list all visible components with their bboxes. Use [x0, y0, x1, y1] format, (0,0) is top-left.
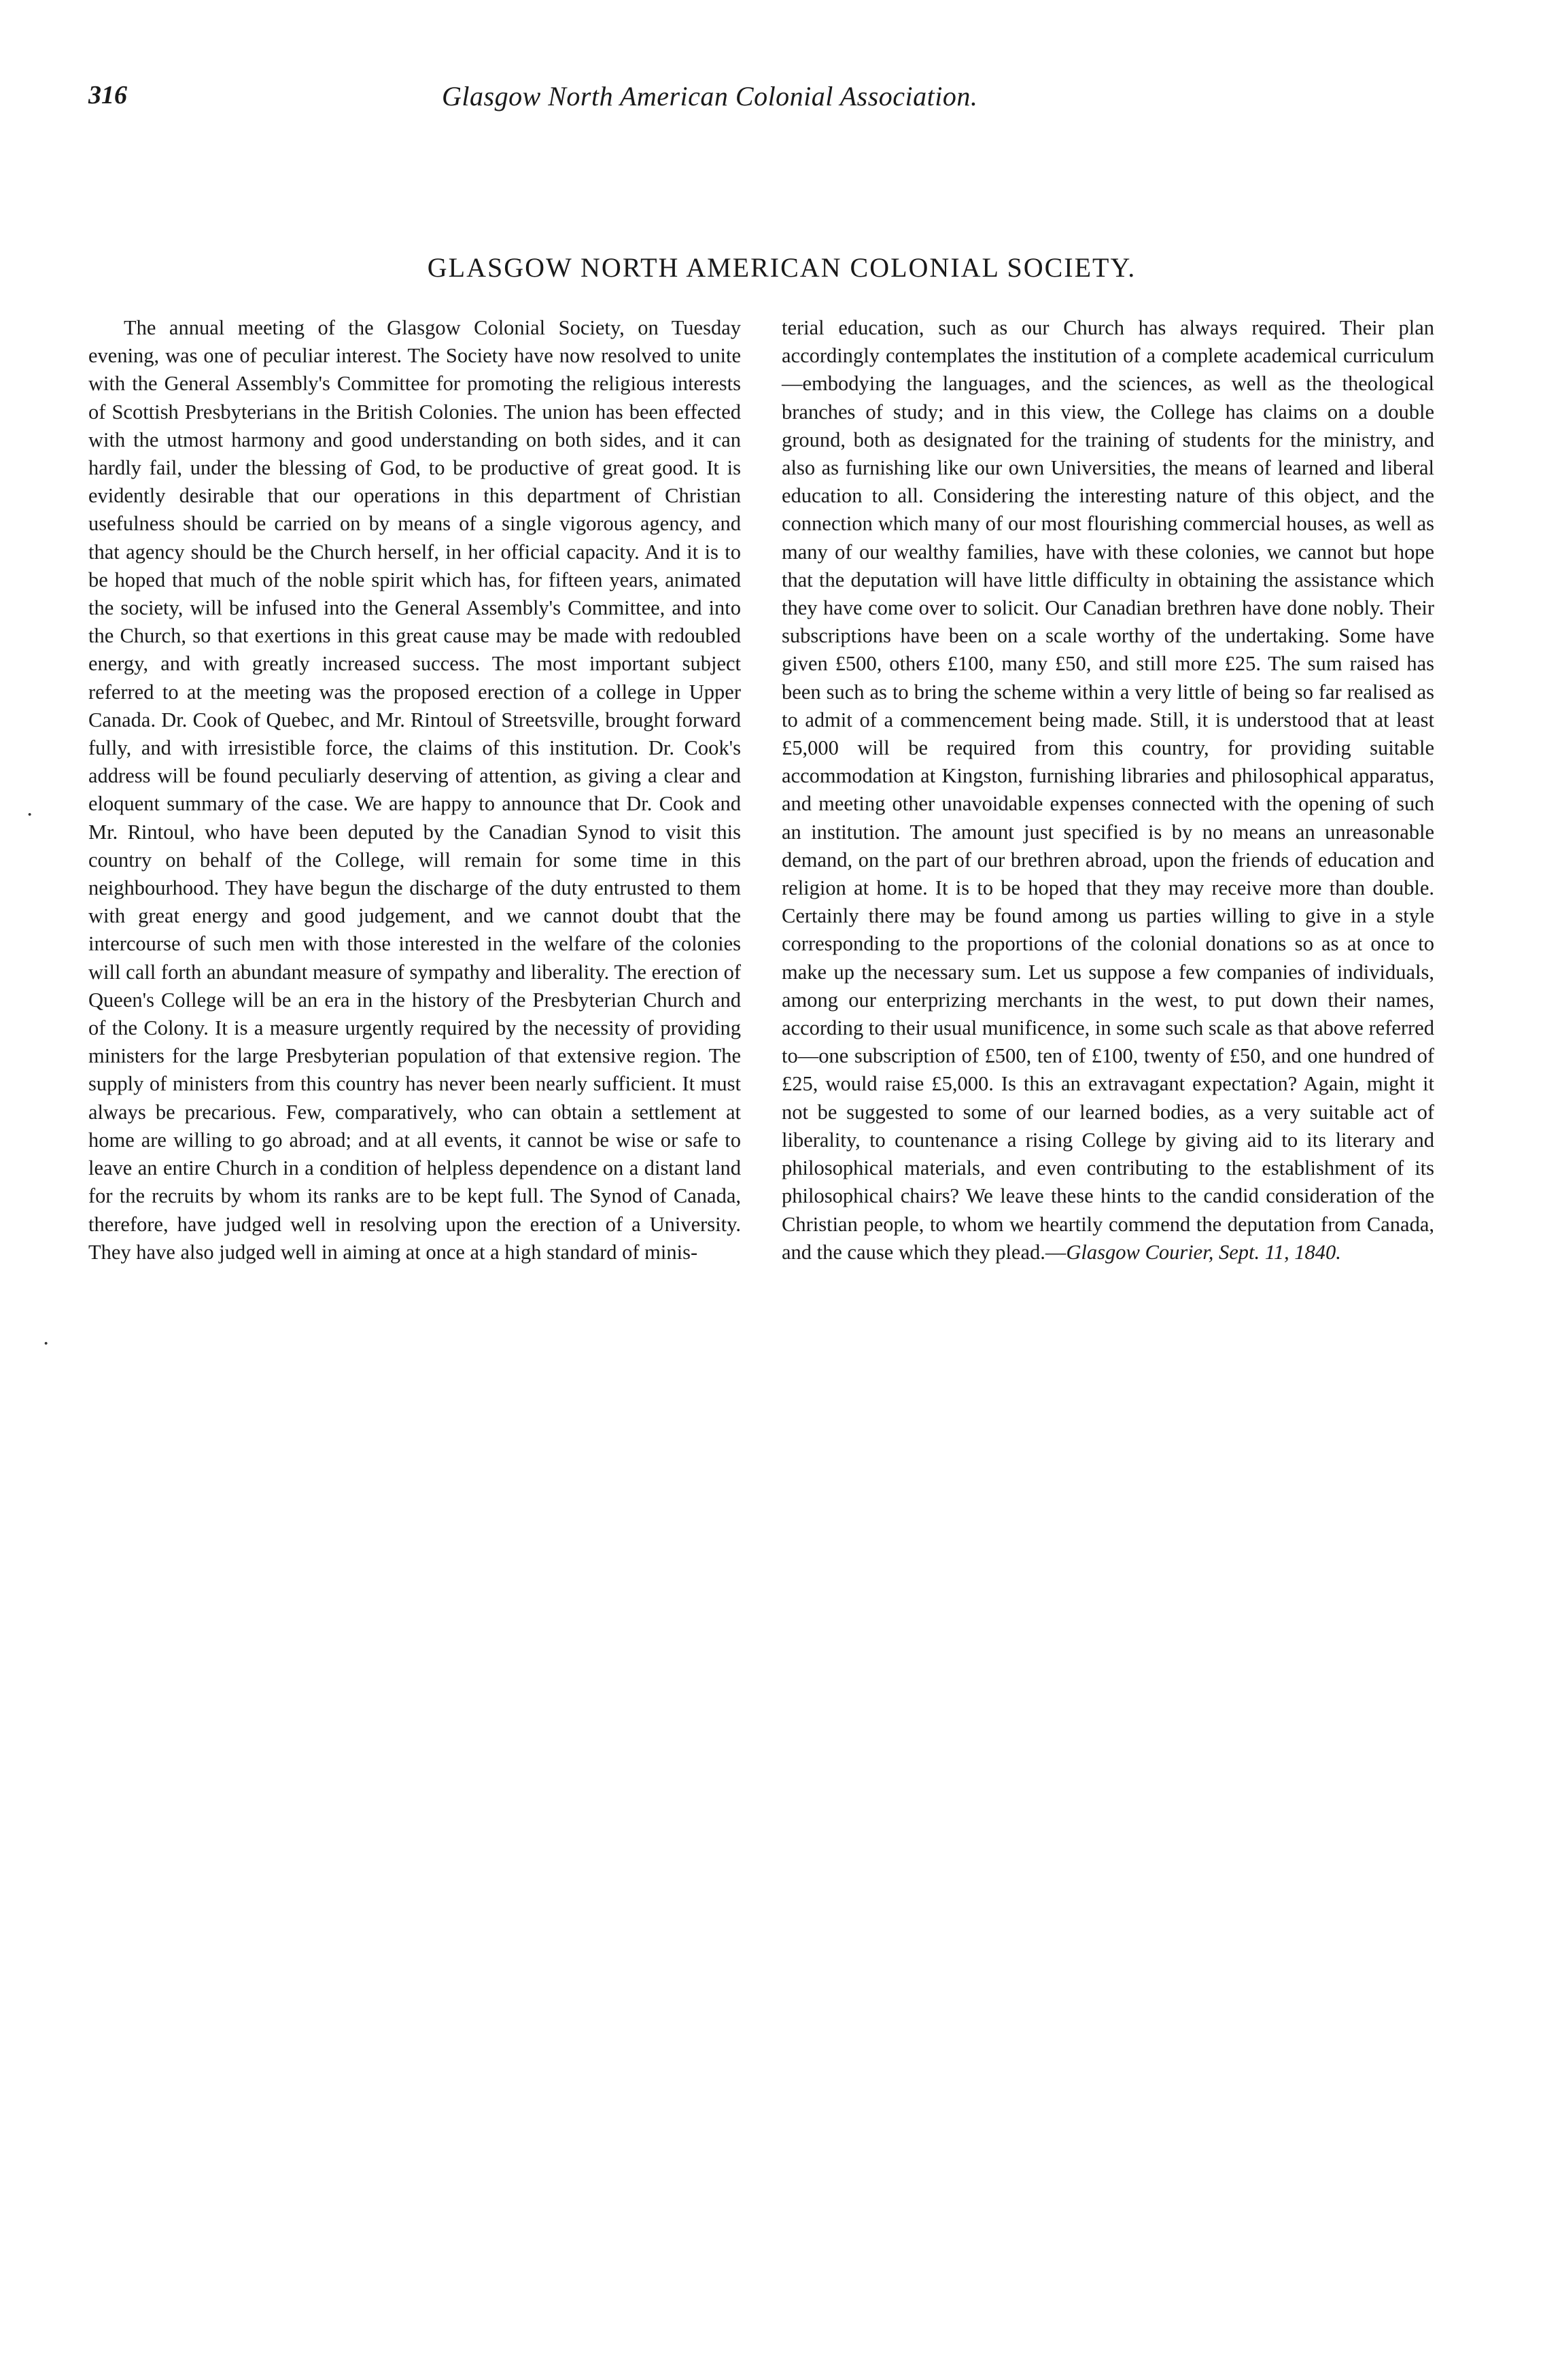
column-right: [782, 314, 1434, 1266]
margin-mark: ·: [26, 802, 34, 827]
article-title: GLASGOW NORTH AMERICAN COLONIAL SOCIETY.: [427, 252, 1137, 283]
journal-title: Glasgow North American Colonial Association.: [442, 81, 978, 111]
source-citation: Glasgow Courier, Sept. 11, 1840.: [1066, 1240, 1341, 1264]
running-head: [88, 80, 1366, 128]
paragraph-right-text: terial education, such as our Church has always required. Their plan accordingly contemplates the institution of a complete academical curriculum —embodying the languages, and the sciences, as well as the theological branches of study; and in this view, the College has claims on a double ground, both as designated for the training of students for the ministry, and also as furnishing like our own Universities, the means of learned and liberal education to all. Considering the interesting nature of this object, and the connection which many of our most flourishing commercial houses, as well as many of our wealthy families, have with these colonies, we cannot but hope that the deputation will have little difficulty in obtaining the assistance which they have come over to solicit. Our Canadian brethren have done nobly. Their subscriptions have been on a scale worthy of the undertaking. Some have given £500, others £100, many £50, and still more £25. The sum raised has been such as to bring the scheme within a very little of being so far realised as to admit of a commencement being made. Still, it is understood that at least £5,000 will be required from this country, for providing suitable accommodation at Kingston, furnishing libraries and philosophical apparatus, and meeting other unavoidable expenses connected with the opening of such an institution. The amount just specified is by no means an unreasonable demand, on the part of our brethren abroad, upon the friends of education and religion at home. It is to be hoped that they may receive more than double. Certainly there may be found among us parties willing to give in a style corresponding to the proportions of the colonial donations so as at once to make up the necessary sum. Let us suppose a few companies of individuals, among our enterprizing merchants in the west, to put down their names, according to their usual munificence, in some such scale as that above referred to—one subscription of £500, ten of £100, twenty of £50, and one hundred of £25, would raise £5,000. Is this an extravagant expectation? Again, might it not be suggested to some of our learned bodies, as a very suitable act of liberality, to countenance a rising College by giving aid to its literary and philosophical materials, and even contributing to the establishment of its philosophical chairs? We leave these hints to the candid consideration of the Christian people, to whom we heartily commend the deputation from Canada, and the cause which they plead.—: [782, 316, 1434, 1264]
paragraph-right: [782, 314, 1434, 1266]
page-number: 316: [88, 81, 127, 109]
margin-mark: ·: [42, 1331, 50, 1356]
article-body: [88, 314, 1434, 1266]
paragraph-left: The annual meeting of the Glasgow Colonial Society, on Tuesday evening, was one of peculiar interest. The Society have now resolved to unite with the General Assembly's Committee for promoting the religious interests of Scottish Presbyterians in the British Colonies. The union has been effected with the utmost harmony and good understanding on both sides, and it can hardly fail, under the blessing of God, to be productive of great good. It is evidently desirable that our operations in this department of Christian usefulness should be carried on by means of a single vigorous agency, and that agency should be the Church herself, in her official capacity. And it is to be hoped that much of the noble spirit which has, for fifteen years, animated the society, will be infused into the General Assembly's Committee, and into the Church, so that exertions in this great cause may be made with redoubled energy, and with greatly increased success. The most important subject referred to at the meeting was the proposed erection of a college in Upper Canada. Dr. Cook of Quebec, and Mr. Rintoul of Streetsville, brought forward fully, and with irresistible force, the claims of this institution. Dr. Cook's address will be found peculiarly deserving of attention, as giving a clear and eloquent summary of the case. We are happy to announce that Dr. Cook and Mr. Rintoul, who have been deputed by the Canadian Synod to visit this country on behalf of the College, will remain for some time in this neighbourhood. They have begun the discharge of the duty entrusted to them with great energy and good judgement, and we cannot doubt that the intercourse of such men with those interested in the welfare of the colonies will call forth an abundant measure of sympathy and liberality. The erection of Queen's College will be an era in the history of the Presbyterian Church and of the Colony. It is a measure urgently required by the necessity of providing ministers for the large Presbyterian population of that extensive region. The supply of ministers from this country has never been nearly sufficient. It must always be precarious. Few, comparatively, who can obtain a settlement at home are willing to go abroad; and at all events, it cannot be wise or safe to leave an entire Church in a condition of helpless dependence on a distant land for the recruits by whom its ranks are to be kept full. The Synod of Canada, therefore, have judged well in resolving upon the erection of a University. They have also judged well in aiming at once at a high standard of minis-: [88, 316, 741, 1264]
column-left: [88, 314, 741, 1266]
